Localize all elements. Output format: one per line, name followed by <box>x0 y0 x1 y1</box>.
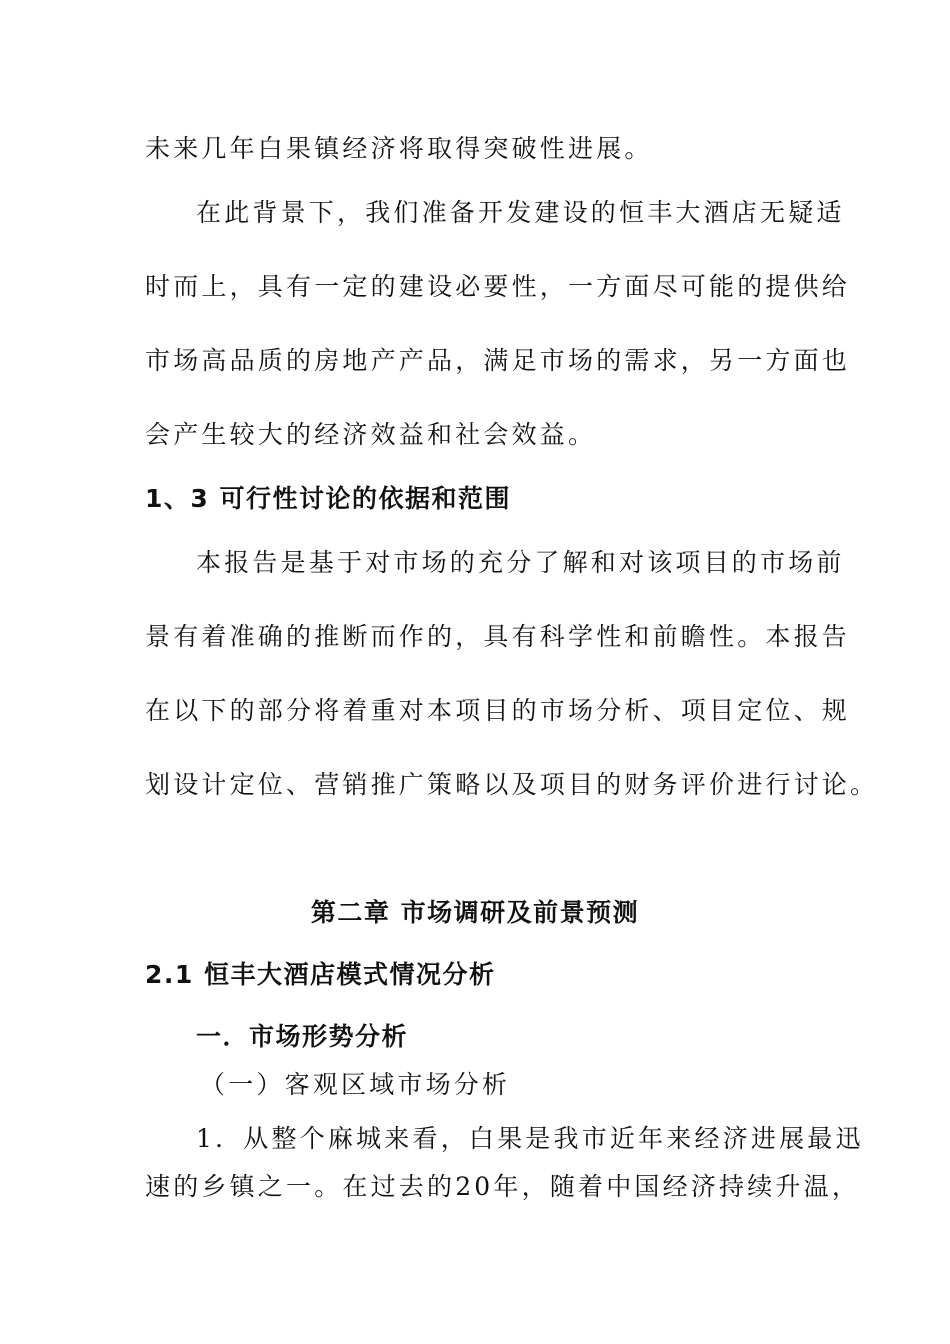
paragraph-line: 在以下的部分将着重对本项目的市场分析、项目定位、规 <box>145 696 851 725</box>
subsection-heading: 一．市场形势分析 <box>196 1022 409 1051</box>
section-heading-1-3: 1、3 可行性讨论的依据和范围 <box>145 484 511 513</box>
section-heading-2-1: 2.1 恒丰大酒店模式情况分析 <box>145 960 496 989</box>
paragraph-line: 时而上，具有一定的建设必要性，一方面尽可能的提供给 <box>145 272 851 301</box>
chapter-title: 第二章 市场调研及前景预测 <box>310 898 640 927</box>
paragraph-line: 景有着准确的推断而作的，具有科学性和前瞻性。本报告 <box>145 622 851 651</box>
paragraph-line: 会产生较大的经济效益和社会效益。 <box>145 420 597 449</box>
paragraph-line: 本报告是基于对市场的充分了解和对该项目的市场前 <box>196 548 845 577</box>
paragraph-line: 速的乡镇之一。在过去的20年，随着中国经济持续升温， <box>145 1172 861 1201</box>
paragraph-line: 市场高品质的房地产产品，满足市场的需求，另一方面也 <box>145 346 851 375</box>
paragraph-line: 1．从整个麻城来看，白果是我市近年来经济进展最迅 <box>196 1124 864 1153</box>
paragraph-line: 未来几年白果镇经济将取得突破性进展。 <box>145 134 653 163</box>
sub-subsection-heading: （一）客观区域市场分析 <box>200 1070 511 1099</box>
paragraph-line: 划设计定位、营销推广策略以及项目的财务评价进行讨论。 <box>145 770 879 799</box>
paragraph-line: 在此背景下，我们准备开发建设的恒丰大酒店无疑适 <box>196 198 845 227</box>
